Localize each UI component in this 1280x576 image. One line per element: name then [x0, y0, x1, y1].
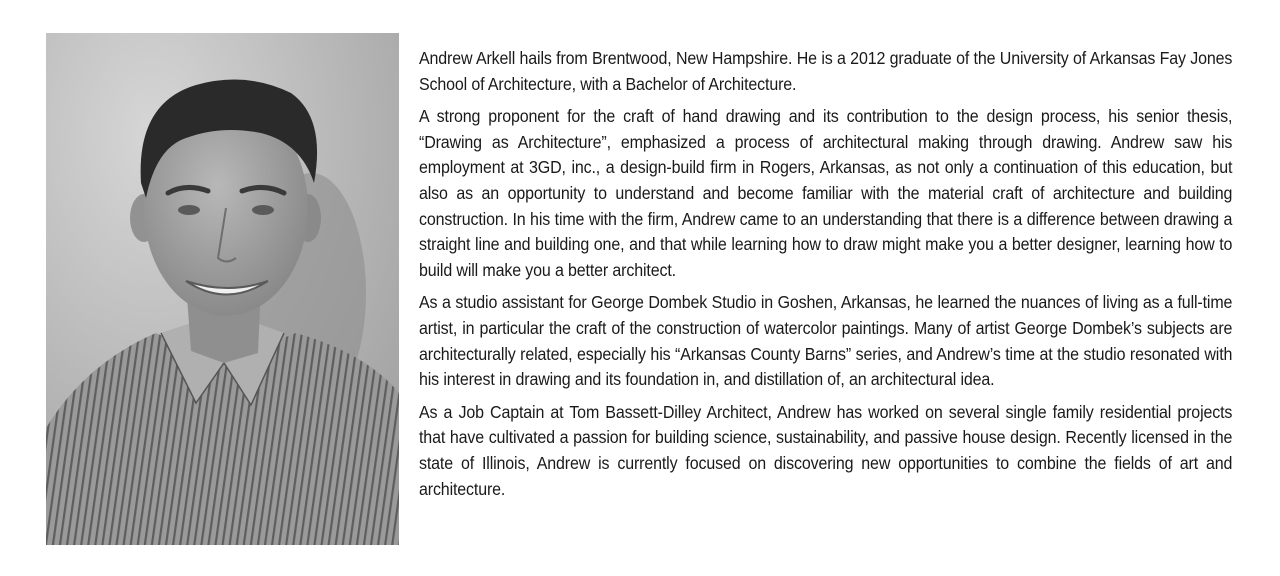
- portrait-photo: [46, 33, 399, 545]
- bio-text: [419, 46, 1232, 509]
- person-portrait-icon: [46, 33, 399, 545]
- bio-paragraph-dombek: As a studio assistant for George Dombek Studio in Goshen, Arkansas, he learned the nuances of living as a full-time artist, in particular the craft of the construction of watercolor paintings. Many of artist George Dombek’s subjects are architecturally related, especially his “Arkansas County Barns” series, and Andrew’s time at the studio resonated with his interest in drawing and its foundation in, and distillation of, an architectural idea.: [419, 292, 1233, 390]
- bio-paragraph-job-captain: As a Job Captain at Tom Bassett-Dilley Architect, Andrew has worked on several single family residential projects that have cultivated a passion for building science, sustainability, and passive house design. Recently licensed in the state of Illinois, Andrew is currently focused on discovering new opportunities to combine the fields of art and architecture.: [419, 401, 1233, 499]
- bio-paragraph-education: Andrew Arkell hails from Brentwood, New Hampshire. He is a 2012 graduate of the University of Arkansas Fay Jones School of Architecture, with a Bachelor of Architecture.: [419, 48, 1233, 94]
- bio-paragraph-3gd: A strong proponent for the craft of hand drawing and its contribution to the design process, his senior thesis, “Drawing as Architecture”, emphasized a process of architectural making through drawing. Andrew saw his employment at 3GD, inc., a design-build firm in Rogers, Arkansas, as not only a continuation of this education, but also as an opportunity to understand and become familiar with the material craft of architecture and building construction. In his time with the firm, Andrew came to an understanding that there is a difference between drawing a straight line and building one, and that while learning how to draw might make you a better designer, learning how to build will make you a better architect.: [419, 106, 1233, 280]
